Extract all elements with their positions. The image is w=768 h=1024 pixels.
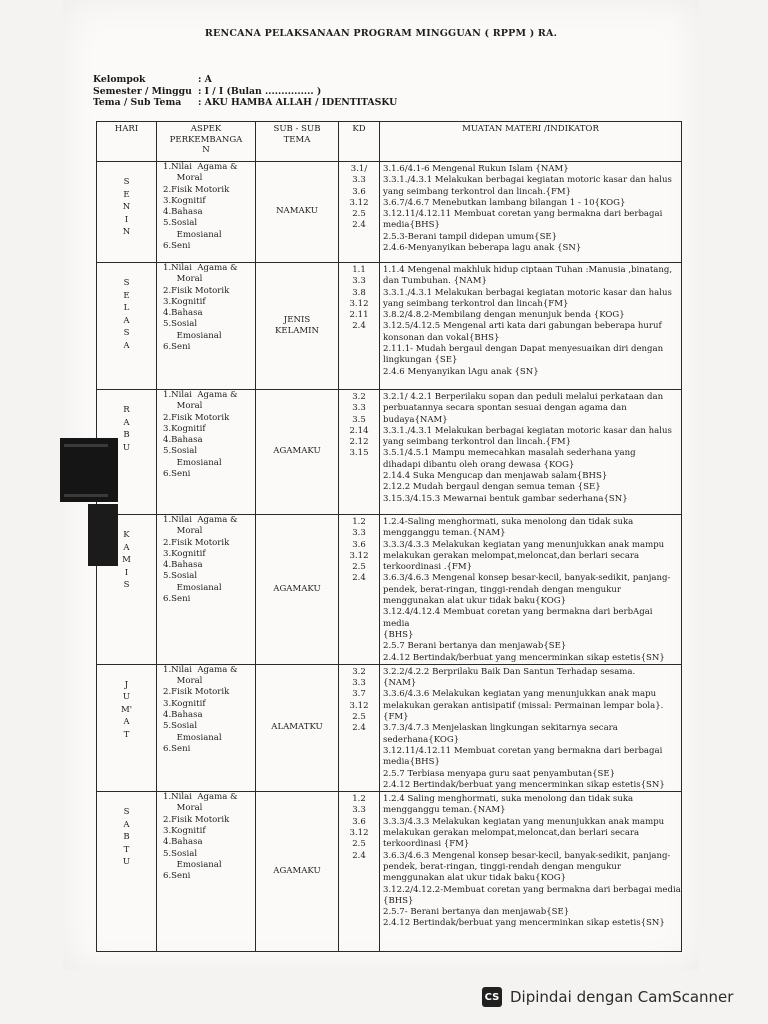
cell-subtema: AGAMAKU (256, 390, 339, 515)
kd-value: 2.5 (352, 209, 366, 220)
muatan-line: 3.3.1./4.3.1 Melakukan berbagai kegiatan motoric kasar dan halus (383, 175, 672, 186)
camscanner-logo-icon: CS (482, 987, 502, 1007)
muatan-line: 3.1.6/4.1-6 Mengenal Rukun Islam {NAM} (383, 164, 569, 174)
kd-value: 2.11 (349, 310, 369, 321)
hari-letter: A (123, 819, 130, 830)
cell-hari (97, 792, 157, 952)
cell-hari (97, 664, 157, 791)
table-row (97, 390, 682, 515)
muatan-line: 3.3.3/4.3.3 Melakukan kegiatan yang menunjukkan anak mampu (383, 539, 665, 550)
muatan-line: 3.3.3/4.3.3 Melakukan kegiatan yang menunjukkan anak mampu (383, 816, 665, 827)
hari-letter: U (122, 442, 131, 453)
document-title: RENCANA PELAKSANAAN PROGRAM MINGGUAN ( RPPM ) RA. (204, 28, 558, 39)
hari-letter: A (123, 717, 130, 728)
meta-value: : A (198, 74, 212, 85)
table-row (97, 263, 682, 390)
meta-value: : AKU HAMBA ALLAH / IDENTITASKU (198, 97, 398, 108)
muatan-line: 3.12.11/4.12.11 Membuat coretan yang bermakna dari berbagai (383, 209, 663, 220)
muatan-line: 3.5.1/4.5.1 Mampu memecahkan masalah sederhana yang (383, 448, 636, 459)
cell-subtema: AGAMAKU (256, 515, 339, 665)
table-row (97, 515, 682, 665)
muatan-line: 3.12.2/4.12.2-Membuat coretan yang bermakna dari berbagai media (383, 884, 681, 895)
hari-letter: T (123, 844, 130, 855)
muatan-line: 3.3.1./4.3.1 Melakukan berbagai kegiatan motoric kasar dan halus (383, 425, 672, 436)
meta-row-tema (93, 97, 397, 109)
muatan-line: konsonan dan vokal{BHS} (383, 332, 500, 343)
muatan-line: 2.4.6 Menyanyikan lAgu anak {SN} (383, 366, 539, 377)
cell-muatan (380, 515, 682, 665)
muatan-line: {NAM} (383, 678, 417, 689)
cell-subtema: JENIS KELAMIN (256, 263, 339, 390)
muatan-line: 3.12.4/4.12.4 Membuat coretan yang bermakna dari berbAgai media (383, 607, 653, 629)
muatan-line: pendek, berat-ringan, tinggi-rendah dengan mengukur (383, 584, 621, 595)
muatan-line: 2.14.4 Suka Mengucap dan menjawab salam{BHS} (383, 471, 608, 482)
muatan-line: yang seimbang terkontrol dan lincah.{FM} (383, 437, 572, 448)
kd-value: 3.6 (352, 539, 366, 550)
hari-letter: A (123, 417, 130, 428)
hari-letter: I (124, 214, 129, 225)
hari-letter: E (123, 290, 130, 301)
muatan-line: media{BHS} (383, 220, 440, 231)
cell-hari (97, 162, 157, 263)
hari-letter: M' (120, 704, 133, 715)
muatan-line: media{BHS} (383, 757, 440, 768)
kd-value: 2.4 (352, 321, 366, 332)
camscanner-text: Dipindai dengan CamScanner (510, 988, 734, 1006)
muatan-line: yang seimbang terkontrol dan lincah.{FM} (383, 186, 572, 197)
kd-value: 2.4 (352, 220, 366, 231)
kd-value: 3.3 (352, 276, 366, 287)
muatan-line: 1.1.4 Mengenal makhluk hidup ciptaan Tuhan :Manusia ,binatang, (383, 265, 673, 275)
cell-hari (97, 263, 157, 390)
kd-value: 3.7 (352, 689, 366, 700)
hari-letter: J (124, 679, 129, 690)
muatan-line: terkoordinasi .{FM} (383, 562, 473, 573)
table-header-row (97, 122, 682, 162)
kd-value: 2.5 (352, 562, 366, 573)
hari-letter: K (123, 530, 130, 540)
muatan-line: 2.5.3-Berani tampil didepan umum{SE} (383, 231, 558, 242)
camscanner-watermark (482, 982, 754, 1012)
kd-value: 3.3 (352, 805, 366, 816)
muatan-line: 2.5.7 Berani bertanya dan menjawab{SE} (383, 641, 567, 652)
cell-subtema: NAMAKU (256, 162, 339, 263)
cell-subtema: AGAMAKU (256, 792, 339, 952)
cell-aspek: 1.Nilai Agama & Moral 2.Fisik Motorik 3.Kognitif 4.Bahasa 5.Sosial Emosianal 6.Seni (157, 515, 256, 665)
muatan-line: dan Tumbuhan. {NAM} (383, 276, 487, 287)
kd-value: 3.2 (352, 666, 366, 677)
kd-value: 3.6 (352, 186, 366, 197)
kd-value: 3.3 (352, 528, 366, 539)
table-row (97, 162, 682, 263)
cell-aspek: 1.Nilai Agama & Moral 2.Fisik Motorik 3.Kognitif 4.Bahasa 5.Sosial Emosianal 6.Seni (157, 263, 256, 390)
kd-value: 3.3 (352, 175, 366, 186)
table-row (97, 664, 682, 791)
muatan-line: 2.4.12 Bertindak/berbuat yang mencerminkan sikap estetis{SN} (383, 652, 665, 663)
kd-value: 3.12 (349, 828, 369, 839)
hari-letter: B (123, 430, 130, 440)
muatan-line: 3.15.3/4.15.3 Mewarnai bentuk gambar sederhana{SN} (383, 493, 628, 504)
hari-letter: T (123, 729, 130, 740)
hari-letter: S (123, 177, 130, 187)
header-hari: HARI (97, 122, 157, 162)
cell-muatan (380, 162, 682, 263)
muatan-line: 2.4.12 Bertindak/berbuat yang mencerminkan sikap estetis{SN} (383, 779, 665, 790)
muatan-line: 3.12.11/4.12.11 Membuat coretan yang bermakna dari berbagai (383, 745, 663, 756)
cell-kd (339, 390, 380, 515)
muatan-line: menggunakan alat ukur tidak baku{KOG} (383, 596, 567, 607)
muatan-line: 3.7.3/4.7.3 Menjelaskan lingkungan sekitarnya secara (383, 723, 618, 734)
meta-label: Semester / Minggu (93, 85, 192, 97)
muatan-line: pendek, berat-ringan, tinggi-rendah dengan mengukur (383, 861, 621, 872)
muatan-line: 3.12.5/4.12.5 Mengenal arti kata dari gabungan beberapa huruf (383, 321, 662, 332)
cell-muatan (380, 664, 682, 791)
hari-letter: R (123, 405, 130, 415)
hari-letter: I (124, 567, 129, 578)
kd-value: 2.5 (352, 839, 366, 850)
muatan-line: mengganggu teman.{NAM} (383, 528, 506, 539)
kd-value: 2.4 (352, 723, 366, 734)
muatan-line: sederhana{KOG} (383, 734, 460, 745)
hari-letter: U (122, 692, 131, 703)
hari-letter: M (122, 555, 131, 565)
hari-letter: S (123, 278, 130, 288)
hari-letter: S (123, 807, 130, 818)
muatan-line: 3.2.2/4.2.2 Berprilaku Baik Dan Santun Terhadap sesama. (383, 666, 636, 677)
kd-value: 2.12 (349, 437, 369, 448)
muatan-line: 2.12.2 Mudah bergaul dengan semua teman {SE} (383, 482, 601, 493)
hari-letter: N (122, 227, 131, 237)
hari-letter: A (123, 315, 130, 326)
hari-letter: B (123, 832, 130, 843)
kd-value: 3.1/ (350, 164, 368, 174)
hari-letter: U (122, 857, 131, 868)
header-kd: KD (339, 122, 380, 162)
muatan-line: 3.2.1/ 4.2.1 Berperilaku sopan dan peduli melalui perkataan dan (383, 392, 664, 402)
cell-aspek: 1.Nilai Agama & Moral 2.Fisik Motorik 3.Kognitif 4.Bahasa 5.Sosial Emosianal 6.Seni (157, 792, 256, 952)
muatan-line: mengganggu teman.{NAM} (383, 805, 506, 816)
kd-value: 1.1 (352, 265, 366, 275)
cell-kd (339, 263, 380, 390)
cell-aspek: 1.Nilai Agama & Moral 2.Fisik Motorik 3.Kognitif 4.Bahasa 5.Sosial Emosianal 6.Seni (157, 162, 256, 263)
muatan-line: 3.3.1./4.3.1 Melakukan berbagai kegiatan motoric kasar dan halus (383, 287, 672, 298)
muatan-line: dihadapi dibantu oleh orang dewasa {KOG} (383, 459, 575, 470)
meta-label: Tema / Sub Tema (93, 97, 182, 108)
muatan-line: 3.6.3/4.6.3 Mengenal konsep besar-kecil, banyak-sedikit, panjang- (383, 573, 671, 584)
hari-letter: S (123, 580, 130, 590)
meta-value: : I / I (Bulan ............... ) (198, 85, 322, 97)
header-aspek: ASPEK PERKEMBANGA N (157, 122, 256, 162)
kd-value: 2.4 (352, 850, 366, 861)
hari-letter: S (123, 328, 130, 338)
muatan-line: 3.6.3/4.6.3 Mengenal konsep besar-kecil, banyak-sedikit, panjang- (383, 850, 671, 861)
kd-value: 3.8 (352, 287, 366, 298)
kd-value: 1.2 (352, 517, 366, 527)
muatan-line: 2.4.12 Bertindak/berbuat yang mencerminkan sikap estetis{SN} (383, 918, 665, 929)
binder-clip-icon (60, 438, 120, 568)
kd-value: 3.5 (352, 414, 366, 425)
muatan-line: 3.6.7/4.6.7 Menebutkan lambang bilangan 1 - 10{KOG} (383, 197, 626, 208)
muatan-line: budaya{NAM} (383, 414, 448, 425)
cell-muatan (380, 263, 682, 390)
meta-row-semester (93, 86, 397, 98)
kd-value: 2.4 (352, 573, 366, 584)
kd-value: 3.12 (349, 550, 369, 561)
muatan-line: 3.3.6/4.3.6 Melakukan kegiatan yang menunjukkan anak mapu (383, 689, 657, 700)
muatan-line: {BHS} (383, 629, 414, 640)
kd-value: 3.15 (349, 448, 369, 459)
kd-value: 3.3 (352, 403, 366, 414)
muatan-line: 1.2.4-Saling menghormati, suka menolong dan tidak suka (383, 517, 634, 527)
cell-aspek: 1.Nilai Agama & Moral 2.Fisik Motorik 3.Kognitif 4.Bahasa 5.Sosial Emosianal 6.Seni (157, 390, 256, 515)
muatan-line: 2.11.1- Mudah bergaul dengan Dapat menyesuaikan diri dengan (383, 344, 664, 355)
cell-muatan (380, 390, 682, 515)
meta-block (93, 74, 397, 109)
cell-kd (339, 792, 380, 952)
muatan-line: terkoordinasi {FM} (383, 839, 470, 850)
muatan-line: melakukan gerakan antisipatif (missal: Permainan lempar bola}.{FM} (383, 700, 664, 723)
meta-row-kelompok (93, 74, 397, 86)
kd-value: 3.12 (349, 298, 369, 309)
cell-kd (339, 664, 380, 791)
kd-value: 2.5 (352, 712, 366, 723)
hari-letter: L (123, 303, 130, 313)
muatan-line: {BHS} (383, 895, 414, 906)
header-subtema: SUB - SUB TEMA (256, 122, 339, 162)
hari-letter: A (123, 542, 130, 553)
muatan-line: melakukan gerakan melompat,meloncat,dan berlari secara (383, 828, 640, 839)
rppm-table (96, 121, 682, 952)
muatan-line: lingkungan {SE} (383, 355, 458, 366)
table-row (97, 792, 682, 952)
muatan-line: melakukan gerakan melompat,meloncat,dan berlari secara (383, 550, 640, 561)
kd-value: 2.14 (349, 425, 369, 436)
hari-letter: A (123, 340, 130, 351)
muatan-line: 3.8.2/4.8.2-Membilang dengan menunjuk benda {KOG} (383, 310, 625, 321)
muatan-line: menggunakan alat ukur tidak baku{KOG} (383, 873, 567, 884)
cell-muatan (380, 792, 682, 952)
hari-letter: N (122, 202, 131, 212)
meta-label: Kelompok (93, 74, 146, 85)
muatan-line: perbuatannya secara spontan sesuai dengan agama dan (383, 403, 627, 414)
muatan-line: 2.5.7- Berani bertanya dan menjawab{SE} (383, 907, 570, 918)
muatan-line: yang seimbang terkontrol dan lincah{FM} (383, 298, 569, 309)
kd-value: 1.2 (352, 794, 366, 805)
muatan-line: 2.4.6-Menyanyikan beberapa lagu anak {SN} (383, 243, 582, 254)
header-muatan: MUATAN MATERI /INDIKATOR (380, 122, 682, 162)
hari-letter: E (123, 189, 130, 200)
kd-value: 3.12 (349, 197, 369, 208)
muatan-line: 1.2.4 Saling menghormati, suka menolong dan tidak suka (383, 794, 634, 805)
scanned-page (63, 0, 699, 970)
cell-subtema: ALAMATKU (256, 664, 339, 791)
kd-value: 3.3 (352, 678, 366, 689)
cell-kd (339, 515, 380, 665)
kd-value: 3.2 (352, 392, 366, 402)
kd-value: 3.12 (349, 700, 369, 711)
cell-aspek: 1.Nilai Agama & Moral 2.Fisik Motorik 3.Kognitif 4.Bahasa 5.Sosial Emosianal 6.Seni (157, 664, 256, 791)
cell-kd (339, 162, 380, 263)
muatan-line: 2.5.7 Terbiasa menyapa guru saat penyambutan{SE} (383, 768, 616, 779)
kd-value: 3.6 (352, 816, 366, 827)
